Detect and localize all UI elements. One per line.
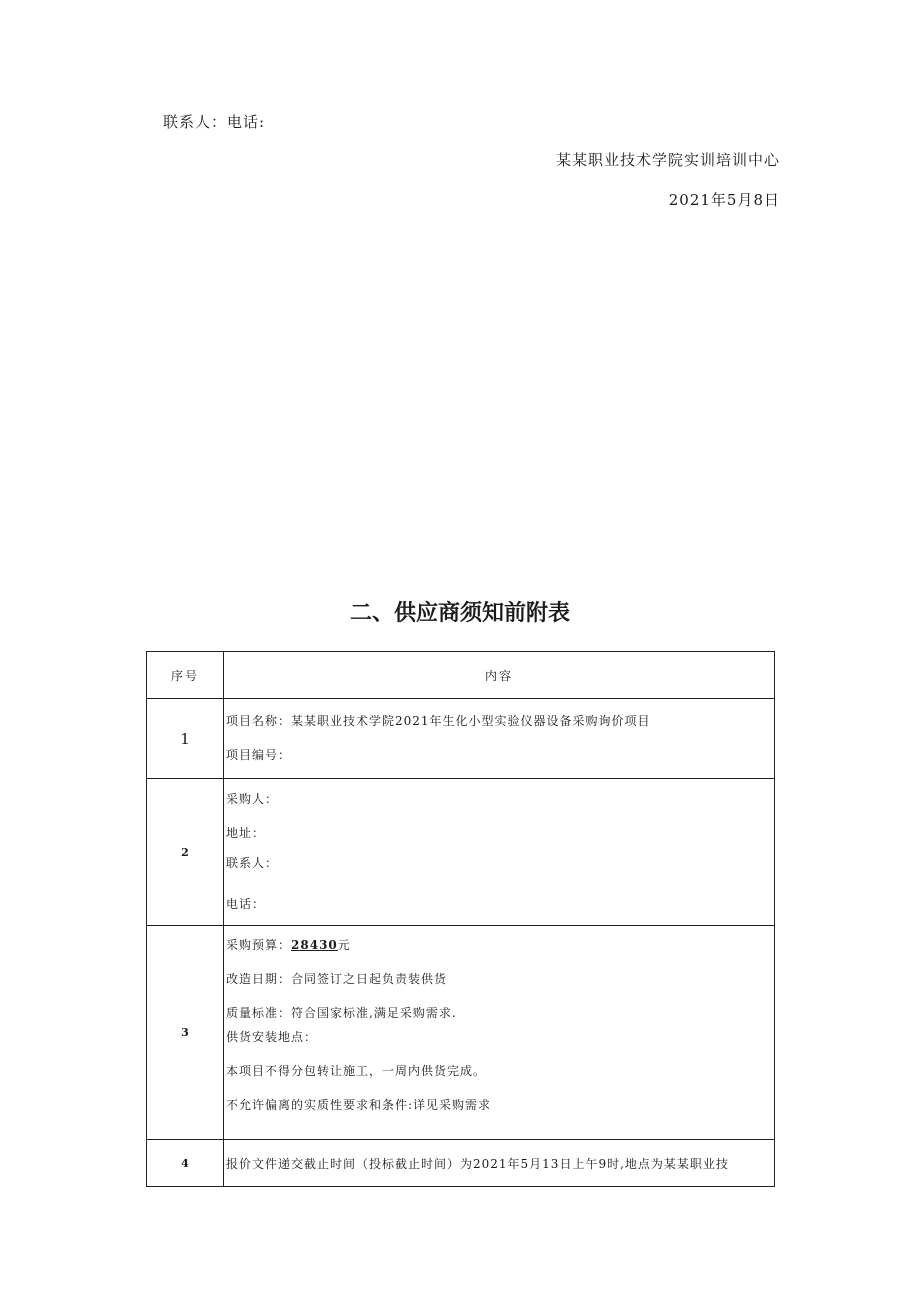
table-row [147, 699, 775, 779]
row-content [224, 1140, 775, 1187]
row-content [224, 699, 775, 779]
project-code-line: 项目编号： [226, 748, 292, 762]
row-number: 3 [147, 926, 224, 1140]
supplier-notice-table [146, 651, 775, 1187]
column-header-no: 序号 [147, 652, 224, 699]
install-location-line: 供货安装地点： [226, 1030, 318, 1044]
row-number: 4 [147, 1140, 224, 1187]
table-row [147, 779, 775, 926]
budget-line [226, 937, 774, 953]
table-header-row [147, 652, 775, 699]
budget-label: 采购预算： [226, 938, 292, 952]
contact-person-line: 联系人： [226, 856, 279, 870]
deadline-line: 报价文件递交截止时间（投标截止时间）为2021年5月13日上午9时,地点为某某职业技 [226, 1157, 729, 1171]
table-row [147, 926, 775, 1140]
quality-standard-line: 质量标准：符合国家标准,满足采购需求. [226, 1006, 457, 1020]
budget-unit: 元 [337, 938, 351, 952]
row-number: 2 [147, 779, 224, 926]
project-name-line: 项目名称：某某职业技术学院2021年生化小型实验仪器设备采购询价项目 [226, 714, 651, 728]
address-line: 地址： [226, 826, 266, 840]
section-title: 二、供应商须知前附表 [349, 601, 570, 626]
table-row [147, 1140, 775, 1187]
subcontract-line: 本项目不得分包转让施工，一周内供货完成。 [226, 1064, 487, 1078]
organization-name: 某某职业技术学院实训培训中心 [555, 151, 780, 169]
column-header-content: 内容 [224, 652, 775, 699]
requirements-line: 不允许偏离的实质性要求和条件:详见采购需求 [226, 1098, 492, 1112]
phone-line: 电话： [226, 897, 266, 911]
delivery-date-line: 改造日期：合同签订之日起负责装供货 [226, 972, 448, 986]
purchaser-line: 采购人： [226, 792, 279, 806]
row-number: 1 [147, 699, 224, 779]
row-content [224, 926, 775, 1140]
contact-line: 联系人：电话: [163, 113, 266, 131]
row-content [224, 779, 775, 926]
budget-value: 28430 [291, 938, 338, 952]
document-date: 2021年5月8日 [668, 191, 780, 209]
